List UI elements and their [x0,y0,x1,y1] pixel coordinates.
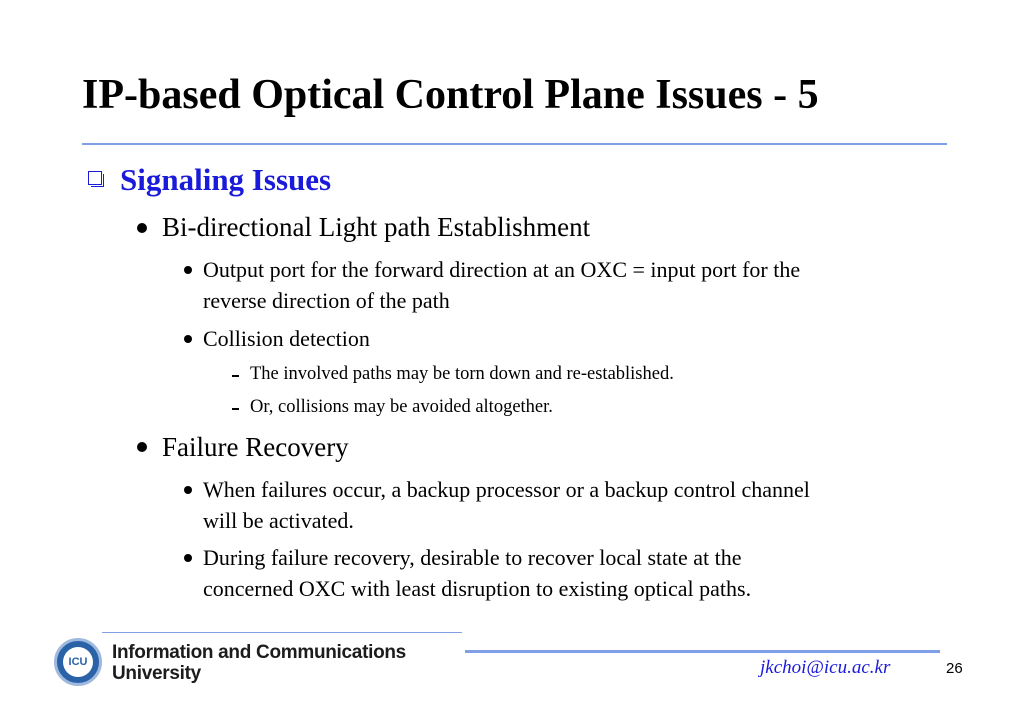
dash-icon [232,408,239,410]
section-heading: Signaling Issues [120,162,332,197]
university-seal-icon [54,638,102,686]
slide-title: IP-based Optical Control Plane Issues - 5 [82,72,819,118]
bullet-icon [184,486,192,494]
dash-icon [232,375,239,377]
bullet-icon [184,266,192,274]
square-bullet-icon [88,171,102,185]
sub-bullet-item: When failures occur, a backup processor or a backup control channel [203,477,810,502]
university-logo [112,642,406,684]
logo-line: Information and Communications [112,642,406,663]
footer-divider [102,632,462,633]
bullet-icon [137,442,147,452]
title-divider [82,143,947,145]
sub-bullet-item: During failure recovery, desirable to recover local state at the [203,545,742,570]
sub-bullet-item: Collision detection [203,326,370,351]
sub-bullet-item-continuation: concerned OXC with least disruption to existing optical paths. [203,576,752,601]
author-email: jkchoi@icu.ac.kr [760,657,891,678]
dash-item: Or, collisions may be avoided altogether. [250,397,553,417]
logo-line: University [112,663,201,684]
bullet-item: Bi-directional Light path Establishment [162,212,591,242]
bullet-item: Failure Recovery [162,432,349,462]
sub-bullet-item: Output port for the forward direction at an OXC = input port for the [203,257,801,282]
bullet-icon [184,335,192,343]
page-number: 26 [946,660,963,677]
footer-divider [465,650,940,653]
bullet-icon [184,554,192,562]
seal-monogram: ICU [63,647,93,677]
dash-item: The involved paths may be torn down and re-established. [250,364,674,384]
bullet-icon [137,223,147,233]
sub-bullet-item-continuation: will be activated. [203,508,354,533]
sub-bullet-item-continuation: reverse direction of the path [203,288,450,313]
